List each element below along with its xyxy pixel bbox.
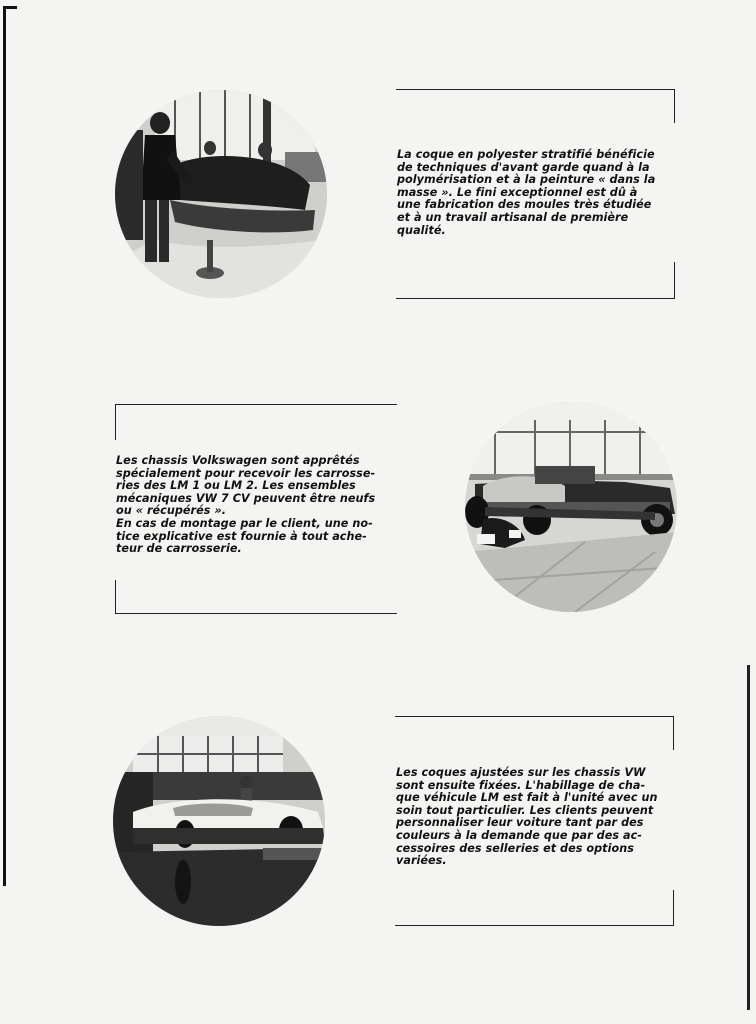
caption-box-3-top-rule bbox=[395, 716, 674, 717]
caption-line: variées. bbox=[396, 854, 447, 868]
caption-box-2-bottom-rule bbox=[115, 613, 397, 614]
caption-line: Les coques ajustées sur les chassis VW bbox=[396, 766, 646, 779]
caption-line: Les chassis Volkswagen sont apprêtés bbox=[116, 454, 360, 467]
caption-line: masse ». Le fini exceptionnel est dû à bbox=[397, 185, 638, 199]
caption-box-1-top-tick bbox=[674, 89, 675, 123]
caption-line: ou « récupérés ». bbox=[116, 504, 227, 518]
caption-box-2-top-tick bbox=[115, 404, 116, 440]
caption-line: teur de carrosserie. bbox=[116, 542, 242, 556]
caption-line: que véhicule LM est fait à l'unité avec un bbox=[396, 791, 658, 805]
caption-line: tice explicative est fournie à tout ache- bbox=[116, 529, 367, 543]
caption-box-3-bottom-tick bbox=[673, 890, 674, 926]
caption-box-3-top-tick bbox=[673, 716, 674, 750]
caption-box-1-bottom-tick bbox=[674, 262, 675, 299]
caption-line: polymérisation et à la peinture « dans la bbox=[397, 173, 656, 187]
caption-box-2-bottom-tick bbox=[115, 580, 116, 614]
caption-line: mécaniques VW 7 CV peuvent être neufs bbox=[116, 491, 376, 505]
photo-workshop-hull bbox=[115, 90, 327, 298]
scan-edge-left bbox=[3, 6, 6, 886]
caption-line: sont ensuite fixées. L'habillage de cha- bbox=[396, 778, 646, 792]
caption-line: de techniques d'avant garde quand à la bbox=[397, 160, 650, 174]
scan-edge-right bbox=[747, 665, 750, 1010]
photo-vw-chassis bbox=[465, 402, 677, 612]
caption-line: spécialement pour recevoir les carrosse- bbox=[116, 466, 376, 480]
caption-line: cessoires des selleries et des options bbox=[396, 841, 634, 855]
caption-line: ries des LM 1 ou LM 2. Les ensembles bbox=[116, 479, 356, 493]
caption-polyester-hull bbox=[397, 149, 676, 237]
scan-edge-left-tick bbox=[3, 6, 17, 9]
caption-line: soin tout particulier. Les clients peuvent bbox=[396, 803, 654, 817]
caption-line: personnaliser leur voiture tant par des bbox=[396, 816, 644, 830]
caption-vw-chassis bbox=[116, 455, 396, 556]
caption-line: En cas de montage par le client, une no- bbox=[116, 516, 373, 530]
caption-line: une fabrication des moules très étudiée bbox=[397, 198, 652, 212]
caption-box-2-top-rule bbox=[115, 404, 397, 405]
caption-finished-bodies bbox=[396, 767, 676, 868]
caption-box-3-bottom-rule bbox=[395, 925, 674, 926]
caption-box-1-top-rule bbox=[396, 89, 675, 90]
caption-line: qualité. bbox=[397, 223, 446, 237]
caption-line: et à un travail artisanal de première bbox=[397, 210, 629, 224]
caption-line: couleurs à la demande que par des ac- bbox=[396, 828, 642, 842]
photo-finished-bodies bbox=[113, 716, 325, 926]
caption-box-1-bottom-rule bbox=[396, 298, 675, 299]
caption-line: La coque en polyester stratifié bénéficie bbox=[397, 148, 655, 161]
